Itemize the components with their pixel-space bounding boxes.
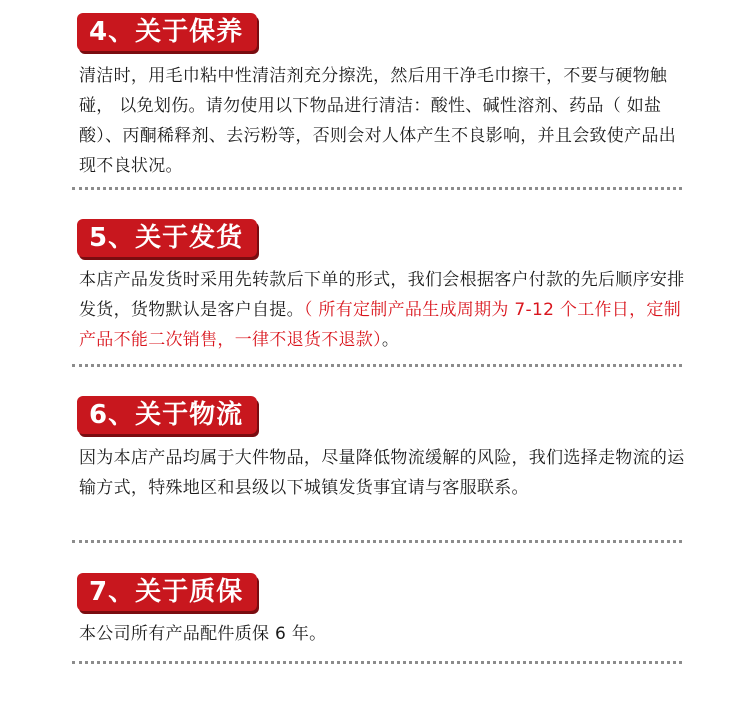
section-title-badge: 5、关于发货 <box>77 219 257 257</box>
dotted-divider <box>72 187 682 190</box>
dotted-divider <box>72 661 682 664</box>
section-title-badge: 6、关于物流 <box>77 396 257 434</box>
section-body-text: 清洁时，用毛巾粘中性清洁剂充分擦洗，然后用干净毛巾擦干，不要与硬物触碰， 以免划伤。请勿使用以下物品进行清洁：酸性、碱性溶剂、药品（ 如盐酸）、丙酮稀释剂、去污粉等，否则会对人体产生不良影响，并且会致使产品出现不良状况。 <box>79 66 676 176</box>
section-body-text: 因为本店产品均属于大件物品，尽量降低物流缓解的风险，我们选择走物流的运输方式，特殊地区和县级以下城镇发货事宜请与客服联系。 <box>79 448 685 498</box>
sentence-end: 。 <box>381 330 400 350</box>
dotted-divider <box>72 540 682 543</box>
section-title-badge: 7、关于质保 <box>77 573 257 611</box>
section-body-text: 本公司所有产品配件质保 6 年。 <box>79 624 327 644</box>
custom-order-notice: （ 所有定制产品生成周期为 7-12 个工作日，定制产品不能二次销售，一律不退货不退款） <box>79 300 681 350</box>
shipping-policy-text: 本店产品发货时采用先转款后下单的形式，我们会根据客户付款的先后顺序安排发货，货物默认是客户自提。 <box>79 270 685 320</box>
section-title-badge: 4、关于保养 <box>77 13 257 51</box>
dotted-divider <box>72 364 682 367</box>
section-body-text <box>79 265 689 355</box>
